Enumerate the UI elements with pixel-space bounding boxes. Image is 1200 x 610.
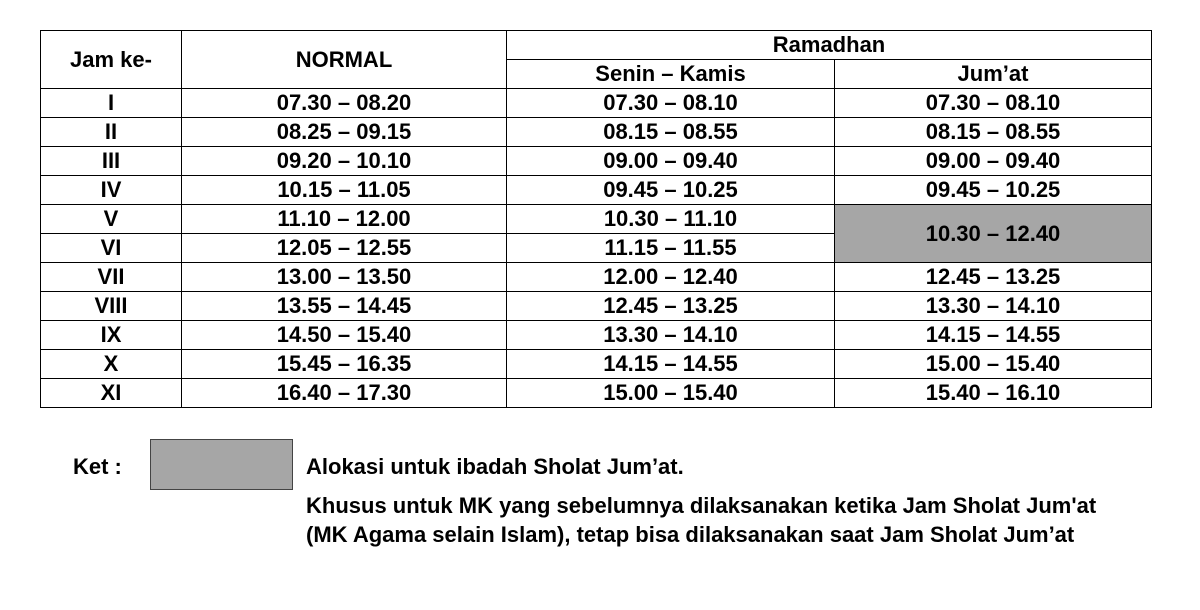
cell-normal: 13.55 – 14.45 (182, 292, 507, 321)
table-row (41, 292, 1152, 321)
cell-jam: XI (41, 379, 182, 408)
cell-jam: VI (41, 234, 182, 263)
table-row (41, 176, 1152, 205)
table-row (41, 147, 1152, 176)
cell-jumat: 09.45 – 10.25 (835, 176, 1152, 205)
cell-jumat: 09.00 – 09.40 (835, 147, 1152, 176)
cell-normal: 12.05 – 12.55 (182, 234, 507, 263)
table-row (41, 89, 1152, 118)
table-row (41, 263, 1152, 292)
cell-normal: 15.45 – 16.35 (182, 350, 507, 379)
cell-senin-kamis: 07.30 – 08.10 (507, 89, 835, 118)
header-senin-kamis: Senin – Kamis (507, 60, 835, 89)
cell-jam: V (41, 205, 182, 234)
cell-senin-kamis: 12.45 – 13.25 (507, 292, 835, 321)
cell-senin-kamis: 09.00 – 09.40 (507, 147, 835, 176)
header-ramadhan: Ramadhan (507, 31, 1152, 60)
cell-senin-kamis: 08.15 – 08.55 (507, 118, 835, 147)
cell-jam: I (41, 89, 182, 118)
cell-jam: III (41, 147, 182, 176)
header-row-top (41, 31, 1152, 60)
cell-senin-kamis: 15.00 – 15.40 (507, 379, 835, 408)
cell-jumat: 12.45 – 13.25 (835, 263, 1152, 292)
table-row (41, 118, 1152, 147)
cell-jam: IV (41, 176, 182, 205)
schedule-table (40, 30, 1152, 408)
cell-jam: IX (41, 321, 182, 350)
cell-jumat: 07.30 – 08.10 (835, 89, 1152, 118)
cell-jam: II (41, 118, 182, 147)
cell-senin-kamis: 11.15 – 11.55 (507, 234, 835, 263)
cell-senin-kamis: 09.45 – 10.25 (507, 176, 835, 205)
cell-normal: 09.20 – 10.10 (182, 147, 507, 176)
cell-jam: VII (41, 263, 182, 292)
cell-senin-kamis: 13.30 – 14.10 (507, 321, 835, 350)
table-row (41, 379, 1152, 408)
cell-senin-kamis: 14.15 – 14.55 (507, 350, 835, 379)
cell-normal: 14.50 – 15.40 (182, 321, 507, 350)
table-row (41, 321, 1152, 350)
cell-normal: 08.25 – 09.15 (182, 118, 507, 147)
cell-jam: X (41, 350, 182, 379)
legend-swatch (150, 439, 293, 490)
header-jam-ke: Jam ke- (41, 31, 182, 89)
cell-jam: VIII (41, 292, 182, 321)
table-row (41, 350, 1152, 379)
cell-normal: 07.30 – 08.20 (182, 89, 507, 118)
cell-jumat: 15.00 – 15.40 (835, 350, 1152, 379)
cell-normal: 16.40 – 17.30 (182, 379, 507, 408)
cell-normal: 10.15 – 11.05 (182, 176, 507, 205)
cell-jumat: 15.40 – 16.10 (835, 379, 1152, 408)
header-jumat: Jum’at (835, 60, 1152, 89)
legend-note: Khusus untuk MK yang sebelumnya dilaksanakan ketika Jam Sholat Jum'at (MK Agama selain Islam), tetap bisa dilaksanakan saat Jam Sholat Jum’at (306, 493, 1097, 547)
legend-description: Alokasi untuk ibadah Sholat Jum’at. (306, 454, 684, 479)
cell-jumat: 13.30 – 14.10 (835, 292, 1152, 321)
legend-label: Ket : (73, 454, 122, 479)
cell-normal: 13.00 – 13.50 (182, 263, 507, 292)
cell-normal: 11.10 – 12.00 (182, 205, 507, 234)
table-row (41, 205, 1152, 234)
cell-jumat: 08.15 – 08.55 (835, 118, 1152, 147)
cell-senin-kamis: 10.30 – 11.10 (507, 205, 835, 234)
cell-jumat-sholat-block: 10.30 – 12.40 (835, 205, 1152, 263)
cell-jumat: 14.15 – 14.55 (835, 321, 1152, 350)
cell-senin-kamis: 12.00 – 12.40 (507, 263, 835, 292)
header-normal: NORMAL (182, 31, 507, 89)
